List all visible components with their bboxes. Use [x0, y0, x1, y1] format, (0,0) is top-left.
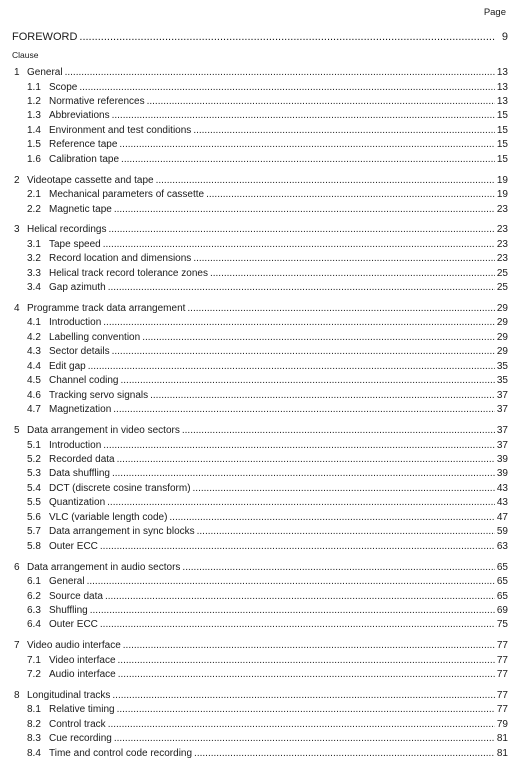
toc-subsection-entry[interactable]: [0, 390, 522, 402]
toc-subsection-entry[interactable]: [0, 512, 522, 524]
toc-subsection-entry[interactable]: [0, 239, 522, 251]
toc-leader-dots: [112, 346, 495, 358]
toc-entry-number: 1.4: [27, 124, 41, 136]
toc-entry-page: 23: [496, 203, 508, 215]
toc-leader-dots: [112, 468, 495, 480]
toc-leader-dots: [90, 605, 495, 617]
toc-leader-dots: [210, 268, 495, 280]
toc-entry-page: 77: [496, 654, 508, 666]
toc-entry-number: 8.3: [27, 733, 41, 745]
toc-entry-title: Control track: [49, 718, 106, 730]
toc-section-entry[interactable]: [0, 224, 522, 236]
toc-entry-number: 1.5: [27, 139, 41, 151]
toc-leader-dots: [65, 67, 495, 79]
toc-subsection-entry[interactable]: [0, 332, 522, 344]
toc-entry-page: 35: [496, 375, 508, 387]
toc-entry-number: 4.3: [27, 346, 41, 358]
toc-entry-title: Scope: [49, 81, 78, 93]
toc-entry-number: 7.1: [27, 654, 41, 666]
toc-leader-dots: [117, 704, 495, 716]
toc-entry-page: 29: [496, 317, 508, 329]
toc-leader-dots: [108, 719, 495, 731]
toc-section-entry[interactable]: [0, 303, 522, 315]
toc-leader-dots: [108, 224, 494, 236]
toc-entry-page: 15: [496, 124, 508, 136]
toc-entry-title: Outer ECC: [49, 619, 98, 631]
toc-subsection-entry[interactable]: [0, 497, 522, 509]
toc-leader-dots: [142, 332, 495, 344]
toc-entry-title: Programme track data arrangement: [27, 303, 186, 314]
toc-entry-title: Tracking servo signals: [49, 389, 149, 401]
toc-entry-number: 5.8: [27, 540, 41, 552]
toc-entry-number: 5.1: [27, 439, 41, 451]
toc-leader-dots: [88, 361, 495, 373]
toc-leader-dots: [206, 189, 495, 201]
toc-subsection-entry[interactable]: [0, 468, 522, 480]
toc-entry-page: 77: [496, 640, 508, 652]
toc-entry-number: 2: [14, 174, 20, 186]
toc-entry-page: 25: [496, 282, 508, 294]
toc-subsection-entry[interactable]: [0, 655, 522, 667]
toc-entry-number: 7.2: [27, 669, 41, 681]
toc-entry-page: 37: [496, 425, 508, 436]
toc-leader-dots: [118, 655, 495, 667]
toc-entry-number: 5: [14, 425, 20, 436]
toc-entry-page: 15: [496, 110, 508, 122]
toc-entry-page: 29: [496, 331, 508, 343]
clause-column-label: Clause: [12, 50, 39, 60]
toc-entry-title: Shuffling: [49, 605, 88, 616]
toc-entry-title: Data arrangement in sync blocks: [49, 526, 195, 538]
toc-leader-dots: [193, 483, 495, 495]
toc-entry-page: 37: [496, 389, 508, 401]
toc-leader-dots: [112, 690, 494, 702]
toc-section-entry[interactable]: [0, 425, 522, 437]
toc-entry-number: 4.7: [27, 404, 41, 416]
toc-entry-number: 3.3: [27, 267, 41, 279]
toc-entry-title: Helical track record tolerance zones: [49, 267, 208, 279]
toc-entry-title: Environment and test conditions: [49, 124, 192, 136]
toc-entry-page: 35: [496, 360, 508, 372]
toc-entry-title: Video interface: [49, 654, 116, 666]
toc-entry-number: 3.4: [27, 282, 41, 294]
toc-subsection-entry[interactable]: [0, 346, 522, 358]
toc-entry-page: 37: [496, 404, 508, 416]
toc-entry-title: FOREWORD: [12, 31, 78, 43]
toc-leader-dots: [150, 390, 495, 402]
toc-leader-dots: [119, 139, 494, 151]
toc-entry-number: 4.5: [27, 375, 41, 387]
toc-leader-dots: [107, 497, 495, 509]
toc-entry-title: Outer ECC: [49, 540, 98, 552]
toc-section-entry[interactable]: [0, 175, 522, 187]
toc-entry-title: Labelling convention: [49, 331, 141, 343]
toc-entry-number: 8.4: [27, 747, 41, 759]
toc-entry-number: 1: [14, 67, 20, 78]
toc-subsection-entry[interactable]: [0, 591, 522, 603]
toc-entry-number: 1.2: [27, 95, 41, 107]
toc-entry-page: 77: [496, 669, 508, 681]
toc-subsection-entry[interactable]: [0, 483, 522, 495]
toc-entry-title: Recorded data: [49, 454, 115, 465]
toc-subsection-entry[interactable]: [0, 253, 522, 265]
toc-entry-page: 39: [496, 454, 508, 465]
toc-entry-page: 39: [496, 468, 508, 480]
toc-leader-dots: [103, 317, 495, 329]
toc-entry-page: 37: [496, 439, 508, 451]
toc-subsection-entry[interactable]: [0, 139, 522, 151]
toc-subsection-entry[interactable]: [0, 375, 522, 387]
toc-entry-number: 8.1: [27, 704, 41, 716]
toc-entry-page: 15: [496, 153, 508, 165]
toc-subsection-entry[interactable]: [0, 454, 522, 466]
toc-subsection-entry[interactable]: [0, 440, 522, 452]
toc-subsection-entry[interactable]: [0, 125, 522, 137]
page-column-label: Page: [483, 7, 506, 18]
toc-entry-foreword[interactable]: [12, 31, 508, 44]
toc-entry-number: 8.2: [27, 718, 41, 730]
toc-subsection-entry[interactable]: [0, 541, 522, 553]
toc-leader-dots: [118, 669, 495, 681]
toc-entry-number: 2.2: [27, 203, 41, 215]
toc-subsection-entry[interactable]: [0, 526, 522, 538]
toc-entry-number: 2.1: [27, 189, 41, 201]
toc-entry-number: 7: [14, 640, 20, 652]
toc-leader-dots: [103, 440, 495, 452]
toc-entry-number: 6.3: [27, 605, 41, 616]
toc-entry-number: 5.7: [27, 526, 41, 538]
toc-entry-page: 29: [496, 303, 508, 314]
toc-leader-dots: [156, 175, 495, 187]
toc-entry-page: 77: [496, 704, 508, 716]
toc-entry-title: Data shuffling: [49, 468, 110, 480]
toc-entry-page: 15: [496, 139, 508, 151]
toc-entry-page: 19: [496, 174, 508, 186]
toc-subsection-entry[interactable]: [0, 605, 522, 617]
toc-entry-number: 6.2: [27, 590, 41, 602]
toc-leader-dots: [114, 204, 495, 216]
toc-entry-title: Video audio interface: [27, 640, 121, 652]
toc-subsection-entry[interactable]: [0, 268, 522, 280]
toc-entry-title: Record location and dimensions: [49, 253, 192, 265]
toc-entry-title: Calibration tape: [49, 153, 120, 165]
toc-entry-title: Abbreviations: [49, 110, 110, 122]
toc-entry-page: 65: [496, 590, 508, 602]
toc-entry-number: 1.1: [27, 81, 41, 93]
toc-leader-dots: [108, 282, 495, 294]
toc-section-entry[interactable]: [0, 690, 522, 702]
toc-subsection-entry[interactable]: [0, 110, 522, 122]
toc-entry-page: 23: [496, 224, 508, 236]
toc-entry-page: 47: [496, 511, 508, 523]
toc-entry-page: 77: [496, 689, 508, 701]
toc-entry-page: 23: [496, 253, 508, 265]
toc-subsection-entry[interactable]: [0, 733, 522, 745]
toc-leader-dots: [187, 303, 494, 315]
toc-entry-title: Magnetization: [49, 404, 112, 416]
toc-leader-dots: [100, 619, 495, 631]
toc-entry-page: 43: [496, 497, 508, 509]
toc-section-entry[interactable]: [0, 640, 522, 652]
toc-entry-number: 4.1: [27, 317, 41, 329]
toc-section-entry[interactable]: [0, 67, 522, 79]
toc-entry-title: Normative references: [49, 95, 145, 107]
toc-entry-page: 79: [496, 718, 508, 730]
toc-entry-page: 63: [496, 540, 508, 552]
toc-entry-number: 5.3: [27, 468, 41, 480]
toc-entry-title: General: [27, 67, 63, 78]
toc-entry-number: 5.6: [27, 511, 41, 523]
toc-entry-number: 4: [14, 303, 20, 314]
toc-entry-page: 75: [496, 619, 508, 631]
toc-entry-number: 6.4: [27, 619, 41, 631]
toc-entry-title: General: [49, 576, 85, 587]
toc-leader-dots: [182, 425, 495, 437]
toc-subsection-entry[interactable]: [0, 719, 522, 731]
toc-leader-dots: [113, 404, 495, 416]
toc-leader-dots: [121, 154, 495, 166]
toc-entry-page: 25: [496, 267, 508, 279]
toc-entry-page: 65: [496, 576, 508, 587]
toc-subsection-entry[interactable]: [0, 189, 522, 201]
toc-entry-title: Time and control code recording: [49, 747, 193, 759]
toc-leader-dots: [182, 562, 494, 574]
toc-subsection-entry[interactable]: [0, 669, 522, 681]
toc-entry-number: 3.2: [27, 253, 41, 265]
toc-leader-dots: [193, 125, 495, 137]
toc-entry-title: Introduction: [49, 439, 102, 451]
toc-entry-number: 6.1: [27, 576, 41, 587]
toc-leader-dots: [79, 82, 495, 94]
toc-entry-page: 65: [496, 561, 508, 573]
toc-entry-number: 5.5: [27, 497, 41, 509]
toc-leader-dots: [193, 253, 495, 265]
toc-entry-title: Quantization: [49, 497, 106, 509]
toc-entry-number: 3.1: [27, 238, 41, 250]
toc-entry-title: Helical recordings: [27, 224, 107, 236]
toc-leader-dots: [197, 526, 495, 538]
toc-subsection-entry[interactable]: [0, 748, 522, 760]
toc-subsection-entry[interactable]: [0, 317, 522, 329]
toc-entry-page: 81: [496, 733, 508, 745]
toc-subsection-entry[interactable]: [0, 96, 522, 108]
toc-entry-title: Data arrangement in video sectors: [27, 425, 180, 436]
toc-section-entry[interactable]: [0, 562, 522, 574]
toc-entry-title: Introduction: [49, 317, 102, 329]
toc-leader-dots: [103, 239, 495, 251]
toc-leader-dots: [105, 591, 495, 603]
toc-subsection-entry[interactable]: [0, 361, 522, 373]
toc-entry-page: 69: [496, 605, 508, 616]
toc-entry-page: 23: [496, 238, 508, 250]
toc-entry-title: Cue recording: [49, 733, 112, 745]
toc-entry-title: Gap azimuth: [49, 282, 106, 294]
toc-subsection-entry[interactable]: [0, 619, 522, 631]
toc-subsection-entry[interactable]: [0, 576, 522, 588]
toc-subsection-entry[interactable]: [0, 282, 522, 294]
toc-leader-dots: [194, 748, 495, 760]
toc-entry-title: Relative timing: [49, 704, 115, 716]
toc-entry-title: Tape speed: [49, 238, 101, 250]
toc-leader-dots: [123, 640, 495, 652]
toc-entry-title: Channel coding: [49, 375, 119, 387]
toc-entry-title: Source data: [49, 590, 103, 602]
toc-subsection-entry[interactable]: [0, 154, 522, 166]
toc-leader-dots: [147, 96, 495, 108]
toc-entry-page: 13: [496, 67, 508, 78]
toc-entry-page: 9: [501, 31, 508, 43]
toc-entry-title: Data arrangement in audio sectors: [27, 561, 181, 573]
toc-entry-page: 13: [496, 81, 508, 93]
toc-entry-number: 4.4: [27, 360, 41, 372]
toc-entry-page: 59: [496, 526, 508, 538]
toc-leader-dots: [169, 512, 494, 524]
toc-entry-number: 8: [14, 689, 20, 701]
toc-leader-dots: [112, 110, 495, 122]
toc-subsection-entry[interactable]: [0, 704, 522, 716]
toc-entry-title: Sector details: [49, 346, 110, 358]
toc-entry-page: 43: [496, 482, 508, 494]
toc-subsection-entry[interactable]: [0, 204, 522, 216]
toc-entry-page: 13: [496, 95, 508, 107]
toc-entry-number: 6: [14, 561, 20, 573]
toc-entry-page: 81: [496, 747, 508, 759]
toc-leader-dots: [79, 31, 496, 44]
toc-entry-title: Reference tape: [49, 139, 118, 151]
toc-subsection-entry[interactable]: [0, 82, 522, 94]
toc-entry-title: Mechanical parameters of cassette: [49, 189, 205, 201]
toc-entry-title: Edit gap: [49, 360, 86, 372]
toc-subsection-entry[interactable]: [0, 404, 522, 416]
toc-entry-number: 1.6: [27, 153, 41, 165]
toc-entry-title: Magnetic tape: [49, 203, 112, 215]
toc-entry-title: Longitudinal tracks: [27, 689, 111, 701]
toc-entry-number: 4.6: [27, 389, 41, 401]
toc-leader-dots: [100, 541, 495, 553]
toc-entry-number: 4.2: [27, 331, 41, 343]
toc-entry-title: VLC (variable length code): [49, 511, 168, 523]
toc-entry-number: 5.4: [27, 482, 41, 494]
toc-entry-page: 19: [496, 189, 508, 201]
toc-entry-title: Audio interface: [49, 669, 116, 681]
toc-leader-dots: [87, 576, 495, 588]
toc-entry-page: 29: [496, 346, 508, 358]
toc-leader-dots: [121, 375, 495, 387]
toc-entry-number: 1.3: [27, 110, 41, 122]
toc-entry-number: 3: [14, 224, 20, 236]
toc-entry-title: DCT (discrete cosine transform): [49, 482, 191, 494]
toc-entry-title: Videotape cassette and tape: [27, 174, 154, 186]
toc-leader-dots: [114, 733, 495, 745]
toc-entry-number: 5.2: [27, 454, 41, 465]
toc-leader-dots: [117, 454, 495, 466]
